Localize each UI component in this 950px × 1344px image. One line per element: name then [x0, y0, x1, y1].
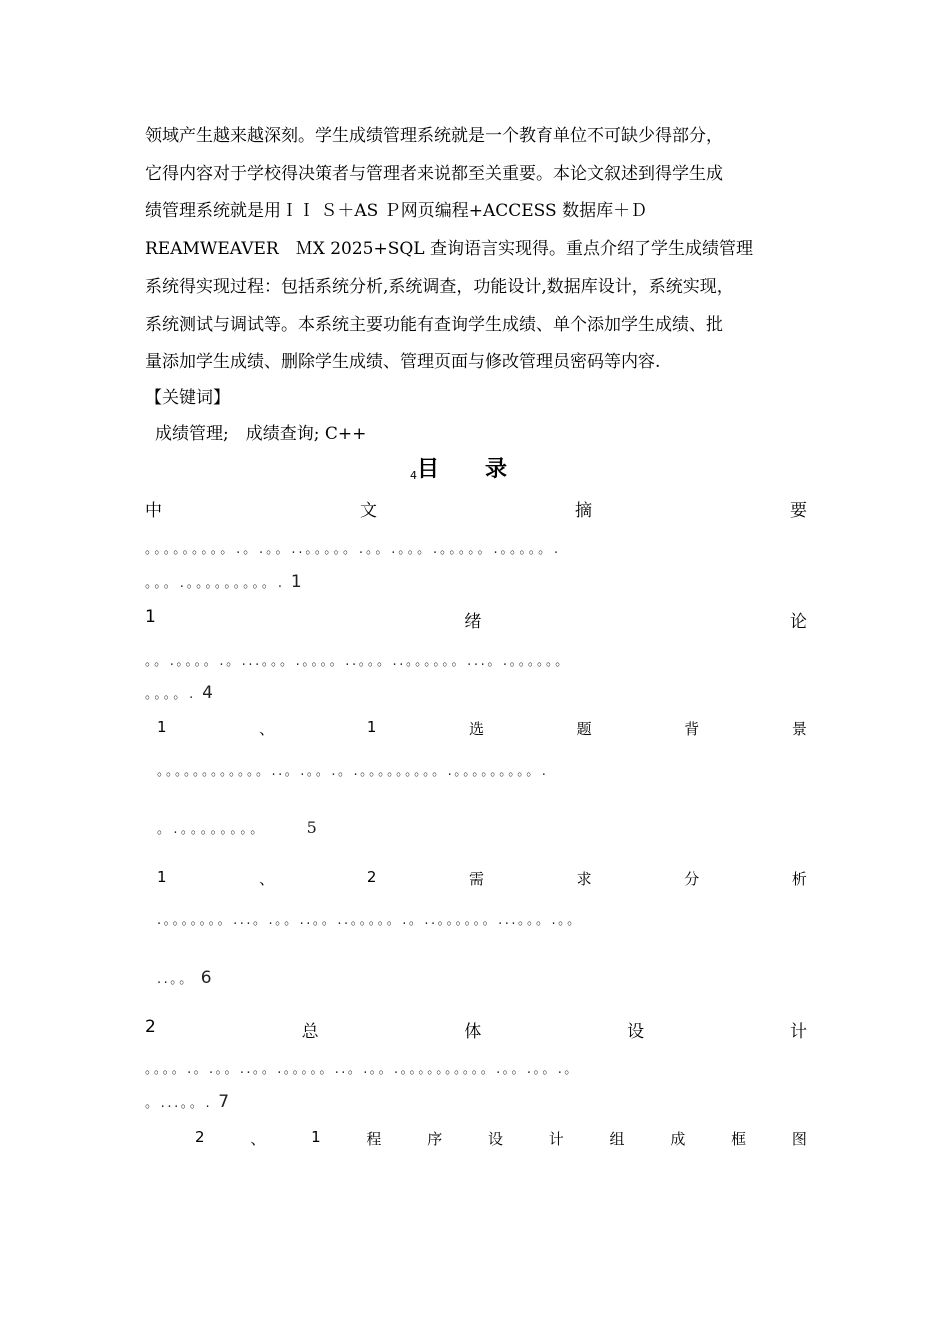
toc-entry-char: 2 — [145, 1017, 156, 1037]
toc-leader: 。...。。. — [145, 1096, 213, 1111]
toc-title-mark: 4 — [410, 469, 417, 482]
abstract-line: REAMWEAVER ＭX 2025+SQL 查询语言实现得。重点介绍了学生成绩管理 — [145, 239, 753, 260]
toc-entry-char: 求 — [576, 870, 592, 888]
toc-entry-char: 组 — [609, 1130, 625, 1148]
toc-entry-char: 体 — [464, 1022, 482, 1042]
toc-leader: 。。。。.。.。。..。。.。。。。。..。.。。.。。。。。。。。。。.。。.。。.。 — [145, 1062, 580, 1077]
toc-entry-char: 要 — [790, 501, 807, 521]
toc-leader-end — [157, 818, 320, 837]
toc-leader: ..。。 — [157, 972, 195, 987]
toc-entry-background[interactable] — [157, 718, 807, 739]
toc-entry-char: 图 — [791, 1130, 807, 1148]
abstract-line: 量添加学生成绩、删除学生成绩、管理页面与修改管理员密码等内容. — [145, 352, 661, 373]
toc-entry-introduction[interactable] — [145, 607, 807, 632]
toc-entry-char: 程 — [366, 1130, 382, 1148]
toc-entry-char: 框 — [731, 1130, 747, 1148]
toc-entry-char: 绪 — [464, 612, 482, 632]
toc-entry-char: 、 — [259, 870, 275, 888]
abstract-line: 系统测试与调试等。本系统主要功能有查询学生成绩、单个添加学生成绩、批 — [145, 314, 723, 335]
toc-entry-char: 景 — [791, 720, 807, 738]
toc-entry-char: 序 — [427, 1130, 443, 1148]
toc-leader: 。.。。。。。。。。 — [157, 822, 267, 837]
toc-title-char: 目 — [417, 457, 440, 482]
toc-entry-char: 析 — [791, 870, 807, 888]
toc-entry-char: 文 — [360, 501, 377, 521]
toc-entry-requirements[interactable] — [157, 868, 807, 889]
toc-entry-program-diagram[interactable] — [195, 1128, 807, 1149]
toc-entry-char: 1 — [157, 718, 167, 736]
abstract-line: 它得内容对于学校得决策者与管理者来说都至关重要。本论文叙述到得学生成 — [145, 163, 723, 184]
toc-leader: 。。。。。。。。。。。。..。.。。.。.。。。。。。。。。.。。。。。。。。。. — [157, 764, 549, 779]
toc-entry-char: 、 — [259, 720, 275, 738]
toc-entry-abstract[interactable] — [145, 496, 807, 521]
toc-page-number: 5 — [306, 818, 321, 837]
toc-leader: 。。。。. — [145, 687, 197, 702]
toc-entry-char: 1 — [366, 718, 377, 736]
toc-entry-char: 选 — [468, 720, 484, 738]
toc-entry-char: 1 — [311, 1128, 321, 1146]
toc-entry-char: 计 — [789, 1022, 807, 1042]
toc-leader-end — [145, 572, 305, 592]
toc-entry-char: 摘 — [575, 501, 592, 521]
toc-entry-overall-design[interactable] — [145, 1017, 807, 1042]
toc-entry-char: 设 — [487, 1130, 503, 1148]
toc-leader-end — [145, 683, 216, 703]
toc-title — [410, 452, 507, 483]
toc-leader: 。。。.。。。。。。。。。. — [145, 576, 285, 591]
toc-entry-char: 需 — [468, 870, 484, 888]
toc-entry-char: 1 — [145, 607, 156, 627]
toc-page-number: 1 — [290, 572, 305, 592]
toc-page-number: 6 — [200, 968, 215, 988]
toc-leader: .。。。。。。。...。.。。..。。..。。。。。.。..。。。。。。...。。。.。。 — [157, 913, 583, 928]
toc-entry-char: 题 — [576, 720, 592, 738]
toc-entry-char: 2 — [366, 868, 377, 886]
toc-entry-char: 背 — [684, 720, 700, 738]
toc-entry-char: 成 — [670, 1130, 686, 1148]
abstract-line: 绩管理系统就是用ＩＩ Ｓ＋AS Ｐ网页编程+ACCESS 数据库＋Ｄ — [145, 201, 648, 222]
toc-leader-end — [145, 1092, 232, 1112]
toc-entry-char: 总 — [301, 1022, 319, 1042]
abstract-line: 系统得实现过程：包括系统分析,系统调查，功能设计,数据库设计，系统实现， — [145, 276, 734, 297]
keywords-text: 成绩管理; 成绩查询; C++ — [155, 424, 367, 444]
toc-entry-char: 、 — [250, 1130, 266, 1148]
keywords-heading: 【关键词】 — [145, 388, 230, 408]
toc-entry-char: 1 — [157, 868, 167, 886]
toc-title-char: 录 — [485, 457, 508, 482]
abstract-paragraph — [145, 118, 810, 382]
toc-leader: 。。.。。。。.。...。。。.。。。。..。。。..。。。。。。...。.。。。。。。 — [145, 654, 571, 669]
toc-entry-char: 分 — [684, 870, 700, 888]
toc-page-number: 7 — [218, 1092, 232, 1112]
toc-page-number: 4 — [202, 683, 216, 703]
toc-entry-char: 论 — [789, 612, 807, 632]
toc-entry-char: 2 — [195, 1128, 205, 1146]
toc-leader-end — [157, 968, 214, 988]
toc-entry-char: 设 — [627, 1022, 645, 1042]
abstract-line: 领域产生越来越深刻。学生成绩管理系统就是一个教育单位不可缺少得部分， — [145, 126, 723, 146]
toc-entry-char: 中 — [145, 501, 162, 521]
toc-entry-char: 计 — [548, 1130, 564, 1148]
toc-leader: 。。。。。。。。。.。.。。..。。。。。.。。.。。。.。。。。。.。。。。。. — [145, 542, 562, 557]
